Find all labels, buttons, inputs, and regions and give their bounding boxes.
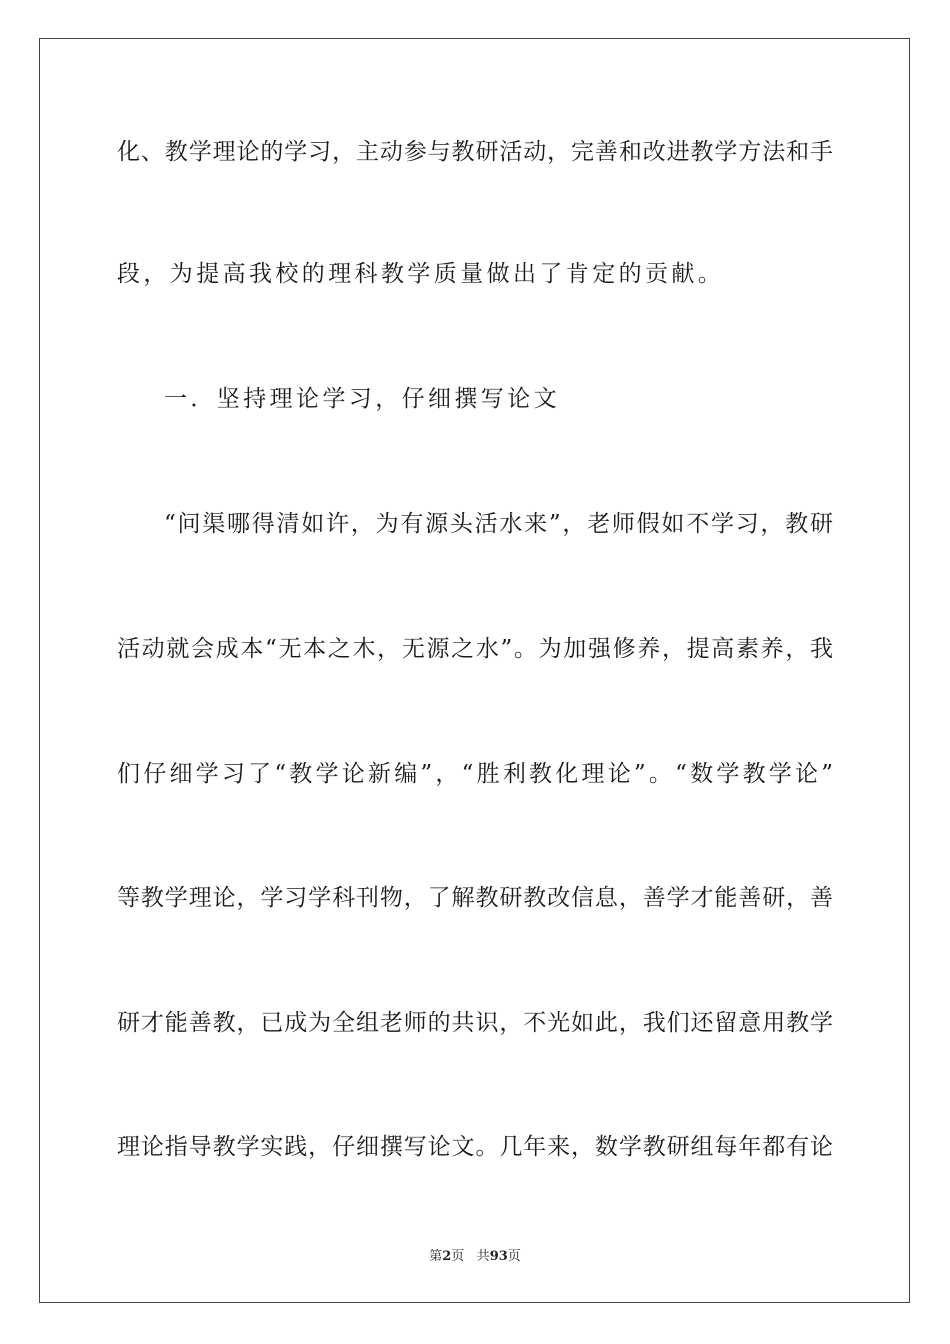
body-line-6: 等教学理论，学习学科刊物，了解教研教改信息，善学才能善研，善 [117, 885, 833, 911]
body-line-2: 段，为提高我校的理科教学质量做出了肯定的贡献。 [117, 261, 725, 287]
body-line-5: 们仔细学习了“教学论新编”，“胜利教化理论”。“数学教学论” [117, 761, 833, 787]
page-number: 2 [442, 1249, 452, 1264]
body-line-4: 活动就会成本“无本之木，无源之水”。为加强修养，提高素养，我 [117, 636, 833, 662]
page-border [39, 38, 910, 1303]
total-prefix: 共 [476, 1249, 490, 1264]
body-line-1: 化、教学理论的学习，主动参与教研活动，完善和改进教学方法和手 [117, 139, 833, 165]
total-suffix: 页 [507, 1249, 521, 1264]
total-pages: 93 [489, 1249, 508, 1264]
body-line-8: 理论指导教学实践，仔细撰写论文。几年来，数学教研组每年都有论 [117, 1134, 833, 1160]
body-line-7: 研才能善教，已成为全组老师的共识，不光如此，我们还留意用教学 [117, 1010, 833, 1036]
page-prefix: 第 [429, 1249, 443, 1264]
section-heading: 一．坚持理论学习，仔细撰写论文 [164, 386, 560, 412]
body-line-3: “问渠哪得清如许，为有源头活水来”，老师假如不学习，教研 [164, 511, 833, 537]
page-footer [0, 1248, 950, 1266]
page-suffix: 页 [451, 1249, 465, 1264]
